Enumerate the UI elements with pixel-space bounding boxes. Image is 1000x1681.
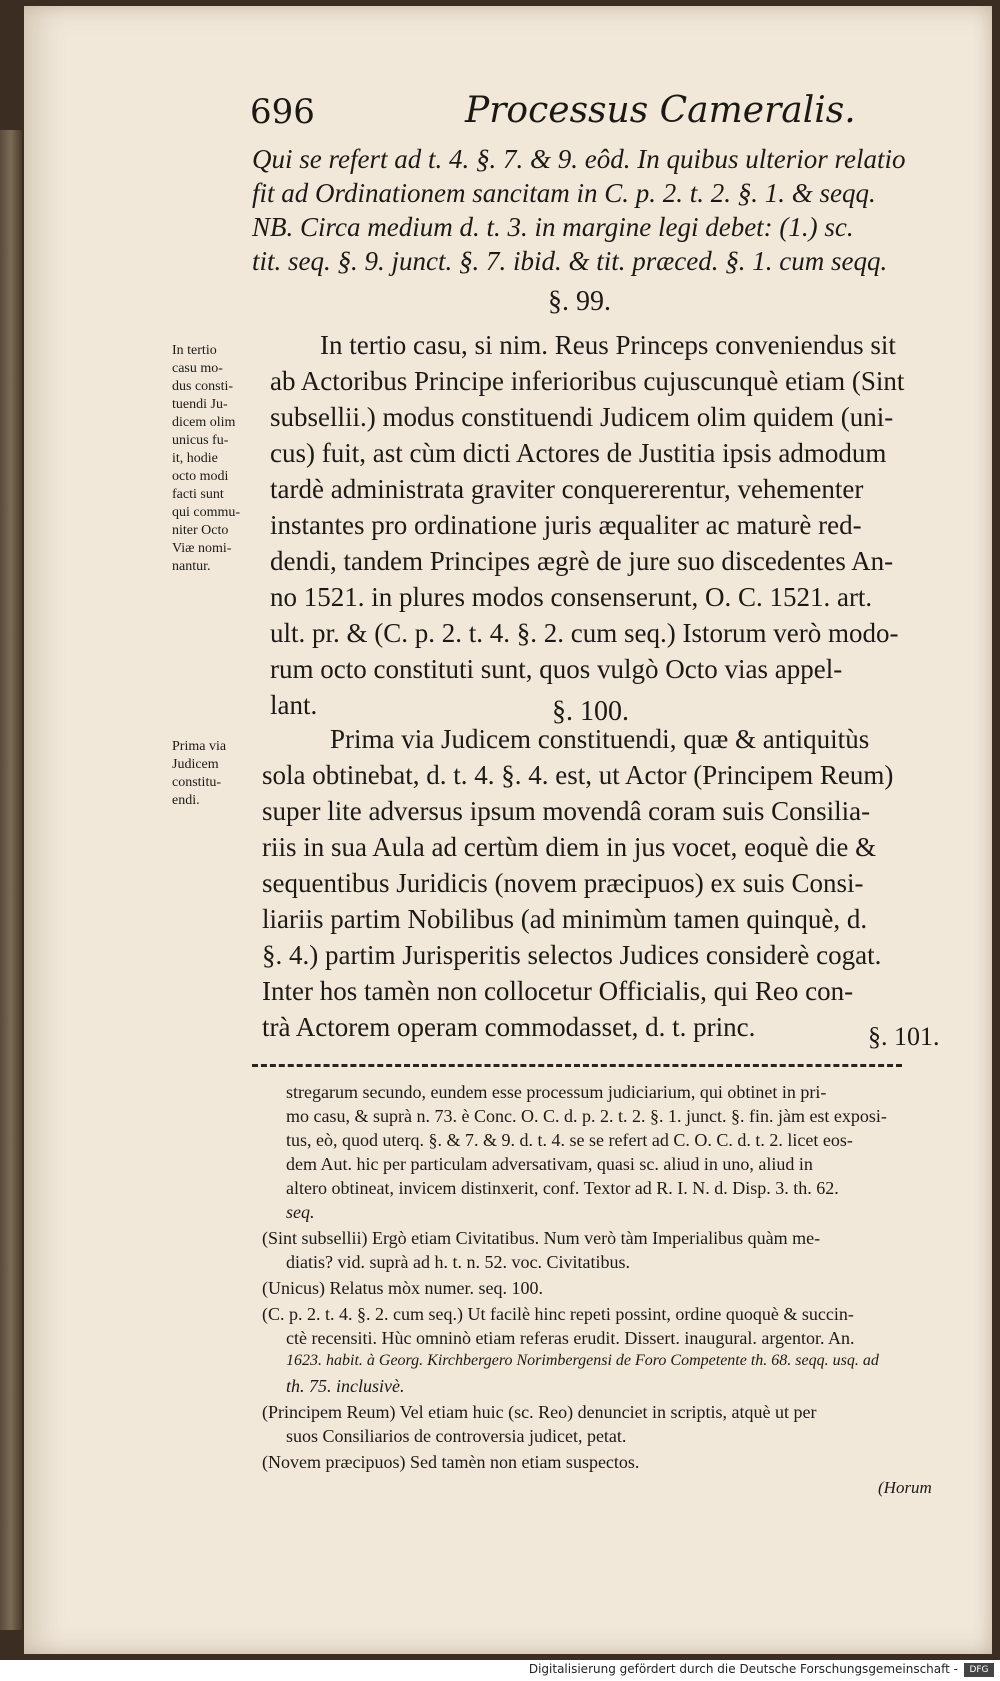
section-99-line: instantes pro ordinatione juris æqualiter ac maturè red- [270, 510, 862, 540]
footnote-line: (Novem præcipuos) Sed tamèn non etiam suspectos. [262, 1452, 640, 1472]
next-section-mark: §. 101. [868, 1022, 940, 1051]
footnote-line: dem Aut. hic per particulam adversativam, quasi sc. aliud in uno, aliud in [286, 1154, 813, 1174]
top-line: fit ad Ordinationem sancitam in C. p. 2. t. 2. §. 1. & seqq. [252, 178, 876, 208]
page-header [250, 88, 950, 140]
dfg-logo: DFG [964, 1663, 994, 1677]
section-100-line: Inter hos tamèn non collocetur Officialis, qui Reo con- [262, 976, 854, 1006]
page-number: 696 [250, 92, 315, 132]
section-99-line: no 1521. in plures modos consenserunt, O. C. 1521. art. [270, 582, 873, 612]
section-100-line: liariis partim Nobilibus (ad minimùm tamen quinquè, d. [262, 904, 868, 934]
footnote-line: seq. [286, 1202, 315, 1222]
footnote-line: stregarum secundo, eundem esse processum judiciarium, qui obtinet in pri- [286, 1082, 827, 1102]
margin-note-99: In tertio casu mo- dus consti- tuendi Ju- dicem olim unicus fu- it, hodie octo modi facti sunt qui commu- niter Octo Viæ nomi- nantur. [172, 343, 241, 574]
section-100-line: sequentibus Juridicis (novem præcipuos) ex suis Consi- [262, 868, 864, 898]
footnote-line: mo casu, & suprà n. 73. è Conc. O. C. d. p. 2. t. 2. §. 1. junct. §. fin. jàm est exposi- [286, 1106, 887, 1126]
footnote-line: altero obtineat, invicem distinxerit, conf. Textor ad R. I. N. d. Disp. 3. th. 62. [286, 1178, 839, 1198]
section-99-line: tardè administrata graviter conquererentur, vehementer [270, 474, 864, 504]
section-99-line: dendi, tandem Principes ægrè de jure suo discedentes An- [270, 546, 894, 576]
section-100-line: §. 4.) partim Jurisperitis selectos Judices considerè cogat. [262, 940, 882, 970]
margin-note-100: Prima via Judicem constitu- endi. [172, 739, 227, 808]
footnote-line: (Unicus) Relatus mòx numer. seq. 100. [262, 1278, 543, 1298]
catchword: (Horum [878, 1478, 932, 1497]
section-100-line: riis in sua Aula ad certùm diem in jus vocet, eoquè die & [262, 832, 877, 862]
section-heading-100: §. 100. [552, 696, 629, 727]
top-line: tit. seq. §. 9. junct. §. 7. ibid. & tit. præced. §. 1. cum seqq. [252, 246, 888, 276]
footnote-line: ctè recensiti. Hùc omninò etiam referas erudit. Dissert. inaugural. argentor. An. [286, 1328, 855, 1348]
footer-credit: Digitalisierung gefördert durch die Deutsche Forschungsgemeinschaft - [528, 1662, 958, 1676]
section-100-line: sola obtinebat, d. t. 4. §. 4. est, ut Actor (Principem Reum) [262, 760, 894, 790]
section-99-line: ult. pr. & (C. p. 2. t. 4. §. 2. cum seq.) Istorum verò modo- [270, 618, 899, 648]
section-99-line: In tertio casu, si nim. Reus Princeps conveniendus sit [320, 330, 896, 360]
top-line: NB. Circa medium d. t. 3. in margine legi debet: (1.) sc. [252, 212, 854, 242]
footnote-line: suos Consiliarios de controversia judicet, petat. [286, 1426, 627, 1446]
footnote-line: (C. p. 2. t. 4. §. 2. cum seq.) Ut facilè hinc repeti possint, ordine quoquè & succin- [262, 1304, 854, 1324]
footnote-line: diatis? vid. suprà ad h. t. n. 52. voc. Civitatibus. [286, 1252, 630, 1272]
section-heading-99: §. 99. [548, 286, 611, 317]
book-spine-edge [0, 130, 22, 1630]
footnote-line: th. 75. inclusivè. [286, 1376, 405, 1396]
section-99-line: subsellii.) modus constituendi Judicem olim quidem (uni- [270, 402, 894, 432]
section-100-line: trà Actorem operam commodasset, d. t. princ. [262, 1012, 756, 1042]
section-99-line: ab Actoribus Principe inferioribus cujuscunquè etiam (Sint [270, 366, 905, 396]
section-99-line: rum octo constituti sunt, quos vulgò Octo vias appel- [270, 654, 843, 684]
footnote-line: 1623. habit. à Georg. Kirchbergero Norimbergensi de Foro Competente th. 68. seqq. usq. ad [286, 1352, 879, 1369]
digitization-footer [0, 1660, 1000, 1681]
running-title: Processus Cameralis. [465, 90, 856, 131]
footnote-line: (Sint subsellii) Ergò etiam Civitatibus. Num verò tàm Imperialibus quàm me- [262, 1228, 821, 1248]
footnote-separator [252, 1064, 902, 1067]
top-line: Qui se refert ad t. 4. §. 7. & 9. eôd. In quibus ulterior relatio [252, 144, 906, 174]
section-99-line: cus) fuit, ast cùm dicti Actores de Justitia ipsis admodum [270, 438, 887, 468]
footnote-line: (Principem Reum) Vel etiam huic (sc. Reo) denunciet in scriptis, atquè ut per [262, 1402, 817, 1422]
section-100-line: Prima via Judicem constituendi, quæ & antiquitùs [330, 724, 870, 754]
section-99-line: lant. [270, 690, 318, 720]
section-100-line: super lite adversus ipsum movendâ coram suis Consilia- [262, 796, 871, 826]
footnote-line: tus, eò, quod uterq. §. & 7. & 9. d. t. 4. se se refert ad C. O. C. d. t. 2. licet eos- [286, 1130, 853, 1150]
